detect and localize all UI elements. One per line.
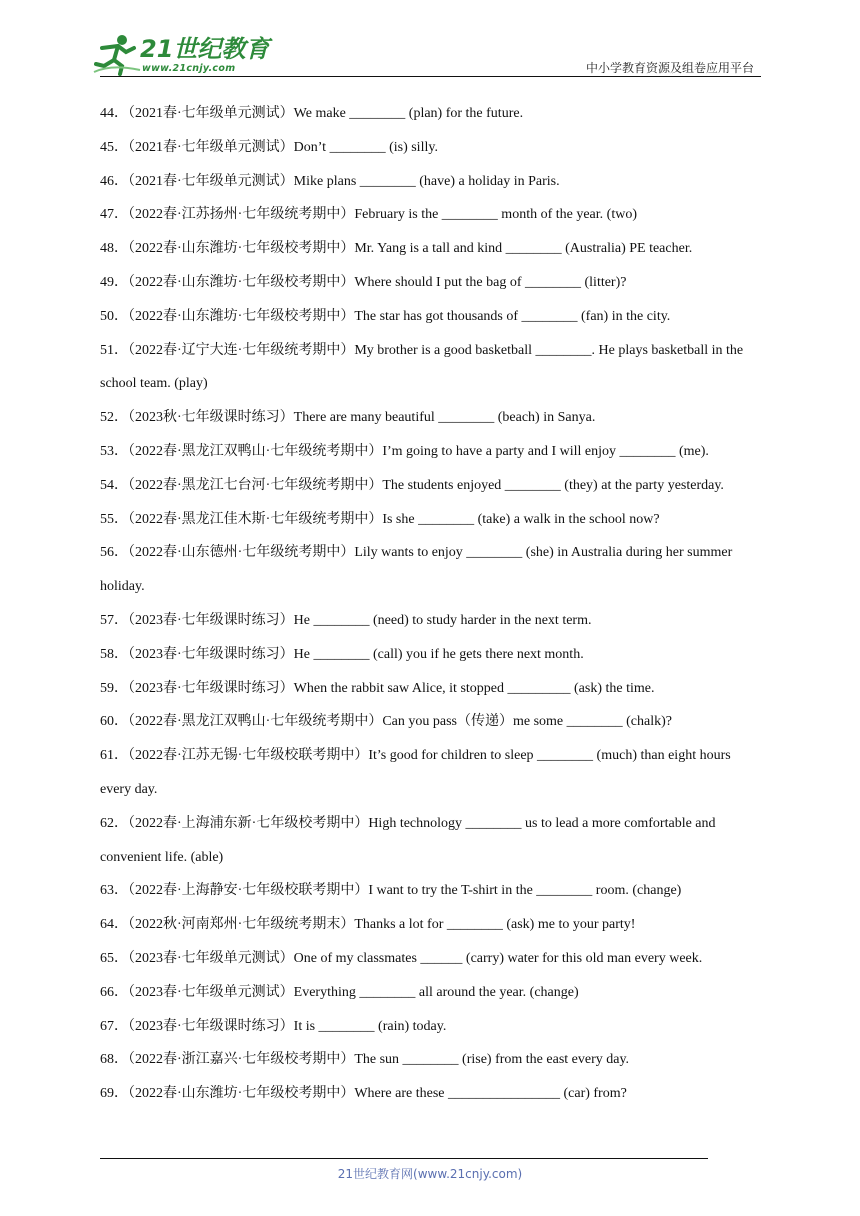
question-item <box>100 435 765 469</box>
logo-url: www.21cnjy.com <box>142 63 236 74</box>
question-text: （2022春·江苏无锡·七年级校联考期中）It’s good for children to sleep ________ (much) than eight hours every day. <box>100 748 731 797</box>
question-number: 57． <box>100 612 128 628</box>
question-number: 47． <box>100 207 128 223</box>
question-item <box>100 131 765 165</box>
question-text: （2022春·山东潍坊·七年级校考期中）Where are these ________________ (car) from? <box>128 1086 627 1102</box>
logo <box>92 34 270 78</box>
question-item <box>100 604 765 638</box>
question-text: （2021春·七年级单元测试）Don’t ________ (is) silly. <box>128 139 438 155</box>
header-tagline: 中小学教育资源及组卷应用平台 <box>585 61 754 75</box>
question-number: 51． <box>100 342 128 358</box>
runner-logo-icon <box>92 34 142 76</box>
question-number: 60． <box>100 714 128 730</box>
question-number: 56． <box>100 545 128 561</box>
question-item <box>100 300 765 334</box>
question-text: （2022春·山东潍坊·七年级校考期中）Mr. Yang is a tall and kind ________ (Australia) PE teacher. <box>128 241 693 257</box>
question-item <box>100 165 765 199</box>
question-number: 59． <box>100 680 128 696</box>
question-item <box>100 536 765 604</box>
question-text: （2023春·七年级课时练习）When the rabbit saw Alice, it stopped _________ (ask) the time. <box>128 680 655 696</box>
question-text: （2023春·七年级课时练习）He ________ (call) you if he gets there next month. <box>128 646 584 662</box>
question-text: （2022春·黑龙江佳木斯·七年级统考期中）Is she ________ (take) a walk in the school now? <box>128 511 660 527</box>
question-text: （2021春·七年级单元测试）Mike plans ________ (have) a holiday in Paris. <box>128 173 560 189</box>
question-item <box>100 942 765 976</box>
question-text: （2022春·江苏扬州·七年级统考期中）February is the ________ month of the year. (two) <box>128 207 637 223</box>
question-number: 54． <box>100 477 128 493</box>
question-item <box>100 1010 765 1044</box>
question-text: （2023秋·七年级课时练习）There are many beautiful ________ (beach) in Sanya. <box>128 410 596 426</box>
question-item <box>100 401 765 435</box>
question-item <box>100 266 765 300</box>
question-number: 46． <box>100 173 128 189</box>
question-text: （2022春·上海静安·七年级校联考期中）I want to try the T-shirt in the ________ room. (change) <box>128 883 682 899</box>
question-text: （2022春·浙江嘉兴·七年级校考期中）The sun ________ (rise) from the east every day. <box>128 1052 630 1068</box>
question-text: （2022春·黑龙江七台河·七年级统考期中）The students enjoyed ________ (they) at the party yesterday. <box>128 477 724 493</box>
question-item <box>100 976 765 1010</box>
question-item <box>100 705 765 739</box>
question-text: （2021春·七年级单元测试）We make ________ (plan) for the future. <box>128 106 524 121</box>
question-text: （2022春·山东潍坊·七年级校考期中）The star has got thousands of ________ (fan) in the city. <box>128 308 671 324</box>
question-item <box>100 807 765 875</box>
question-text: （2023春·七年级单元测试）Everything ________ all around the year. (change) <box>128 984 579 1000</box>
question-item <box>100 908 765 942</box>
question-number: 45． <box>100 139 128 155</box>
question-list <box>100 97 765 1111</box>
question-number: 52． <box>100 410 128 426</box>
question-text: （2022春·黑龙江双鸭山·七年级统考期中）I’m going to have a party and I will enjoy ________ (me). <box>128 443 709 459</box>
question-number: 58． <box>100 646 128 662</box>
question-item <box>100 739 765 807</box>
question-number: 65． <box>100 950 128 966</box>
question-item <box>100 1077 765 1111</box>
question-number: 48． <box>100 241 128 257</box>
question-text: （2022春·上海浦东新·七年级校考期中）High technology ________ us to lead a more comfortable and convenient life. (able) <box>100 815 716 865</box>
question-number: 69． <box>100 1086 128 1102</box>
question-item <box>100 503 765 537</box>
question-number: 63． <box>100 883 128 899</box>
question-number: 62． <box>100 815 128 831</box>
footer-divider <box>100 1158 708 1159</box>
question-text: （2022春·山东潍坊·七年级校考期中）Where should I put the bag of ________ (litter)? <box>128 274 627 290</box>
question-text: （2022秋·河南郑州·七年级统考期末）Thanks a lot for ________ (ask) me to your party! <box>128 917 636 933</box>
question-item <box>100 1043 765 1077</box>
question-number: 61． <box>100 748 128 764</box>
question-number: 64． <box>100 917 128 933</box>
question-number: 44． <box>100 106 128 121</box>
question-item <box>100 334 765 402</box>
question-number: 66． <box>100 984 128 1000</box>
logo-text: 21世纪教育 <box>140 35 270 63</box>
header-divider <box>100 76 761 77</box>
question-number: 55． <box>100 511 128 527</box>
question-item <box>100 672 765 706</box>
question-text: （2022春·黑龙江双鸭山·七年级统考期中）Can you pass（传递）me some ________ (chalk)? <box>128 714 672 730</box>
footer-link[interactable]: 21世纪教育网(www.21cnjy.com) <box>337 1167 523 1181</box>
question-number: 50． <box>100 308 128 324</box>
page-header <box>0 0 860 80</box>
question-number: 49． <box>100 274 128 290</box>
question-number: 68． <box>100 1052 128 1068</box>
question-text: （2023春·七年级单元测试）One of my classmates ______ (carry) water for this old man every week. <box>128 950 703 966</box>
question-text: （2023春·七年级课时练习）It is ________ (rain) today. <box>128 1018 447 1034</box>
question-item <box>100 469 765 503</box>
question-number: 67． <box>100 1018 128 1034</box>
question-item <box>100 97 765 131</box>
question-text: （2022春·山东德州·七年级统考期中）Lily wants to enjoy ________ (she) in Australia during her summer holiday. <box>100 545 733 595</box>
question-item <box>100 638 765 672</box>
question-item <box>100 874 765 908</box>
question-text: （2022春·辽宁大连·七年级统考期中）My brother is a good basketball ________. He plays basketball in the school team. (play) <box>100 342 744 392</box>
question-item <box>100 232 765 266</box>
question-number: 53． <box>100 443 128 459</box>
question-item <box>100 198 765 232</box>
question-text: （2023春·七年级课时练习）He ________ (need) to study harder in the next term. <box>128 612 592 628</box>
